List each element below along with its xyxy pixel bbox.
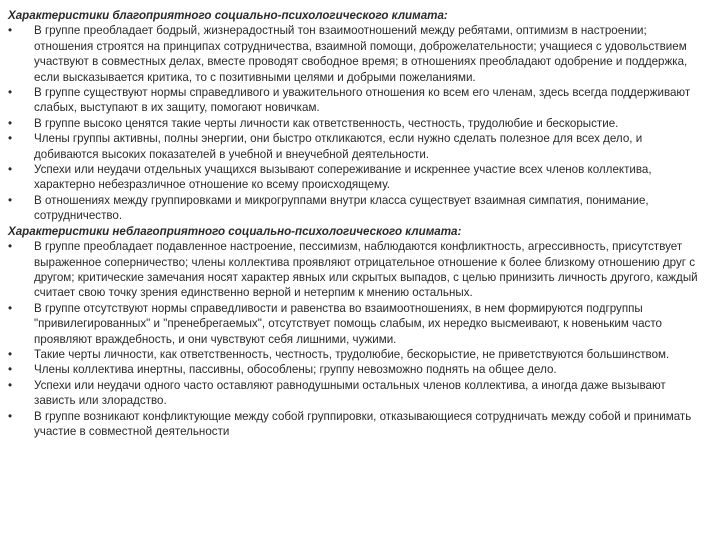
list-item-text: В группе преобладает подавленное настроение, пессимизм, наблюдаются конфликтность, агрессивность, присутствует выраженное соперничество; члены коллектива проявляют отрицательное отношение к более близкому отношению друг с другом; критические замечания носят характер явных или скрытых выпадов, с целью принизить личность другого, каждый считает свою точку зрения единственно верной и нетерпим к мнению остальных.: [34, 240, 698, 300]
list-item-text: В отношениях между группировками и микрогруппами внутри класса существует взаимная симпатия, понимание, сотрудничество.: [34, 193, 649, 223]
list-item-text: В группе преобладает бодрый, жизнерадостный тон взаимоотношений между ребятами, оптимизм в настроении; отношения строятся на принципах сотрудничества, взаимной помощи, доброжелательности; учащиеся с удовольствием участвуют в совместных делах, вместе проводят свободное время; в отношениях преобладают одобрение и поддержка, если высказывается критика, то с позитивными целями и добрыми пожеланиями.: [34, 24, 688, 84]
list-item: [8, 85, 706, 116]
list-item: [8, 23, 706, 85]
bullet-icon: •: [8, 132, 13, 146]
bullet-icon: •: [8, 163, 13, 177]
list-item: [8, 162, 706, 193]
bullet-icon: •: [8, 301, 13, 315]
unfavorable-climate-section: [8, 224, 706, 440]
list-item: [8, 409, 706, 440]
list-item-text: Члены коллектива инертны, пассивны, обособлены; группу невозможно поднять на общее дело.: [34, 363, 557, 377]
list-item-text: Члены группы активны, полны энергии, они быстро откликаются, если нужно сделать полезное для всех дело, и добиваются высоких показателей в учебной и внеучебной деятельности.: [34, 132, 643, 161]
list-item-text: Такие черты личности, как ответственность, честность, трудолюбие, бескорыстие, не приветствуются большинством.: [34, 347, 670, 361]
list-item: [8, 301, 706, 347]
bullet-icon: •: [8, 347, 13, 361]
bullet-icon: •: [8, 378, 13, 392]
bullet-icon: •: [8, 24, 13, 38]
list-item-text: В группе высоко ценятся такие черты личности как ответственность, честность, трудолюбие и бескорыстие.: [34, 116, 619, 130]
list-item: [8, 116, 706, 131]
bullet-list: [8, 23, 706, 223]
list-item: [8, 362, 706, 377]
list-item: [8, 347, 706, 362]
bullet-icon: •: [8, 193, 13, 207]
section-heading: Характеристики благоприятного социально-психологического климата:: [8, 9, 448, 22]
list-item-text: Успехи или неудачи одного часто оставляют равнодушными остальных членов коллектива, а иногда даже вызывают зависть или злорадство.: [34, 378, 666, 408]
section-heading: Характеристики неблагоприятного социально-психологического климата:: [8, 224, 462, 238]
bullet-icon: •: [8, 116, 13, 130]
list-item: [8, 131, 706, 162]
bullet-icon: •: [8, 363, 13, 377]
list-item-text: В группе отсутствуют нормы справедливости и равенства во взаимоотношениях, в нем формируются подгруппы "привилегированных" и "пренебрегаемых", отсутствует помощь слабым, их нередко высмеивают, к новеньким часто проявляют враждебность, и они чувствуют себя лишними, чужими.: [34, 301, 662, 346]
bullet-list: [8, 239, 706, 439]
list-item: [8, 193, 706, 224]
list-item: [8, 378, 706, 409]
list-item-text: В группе существуют нормы справедливого и уважительного отношения ко всем его членам, здесь всегда поддерживают слабых, выступают в их защиту, помогают новичкам.: [34, 86, 691, 115]
list-item-text: Успехи или неудачи отдельных учащихся вызывают сопереживание и искреннее участие всех членов коллектива, характерно небезразличное отношение ко всему происходящему.: [34, 163, 652, 192]
favorable-climate-section: [8, 8, 706, 224]
list-item: [8, 239, 706, 301]
bullet-icon: •: [8, 86, 13, 100]
bullet-icon: •: [8, 240, 13, 254]
list-item-text: В группе возникают конфликтующие между собой группировки, отказывающиеся сотрудничать между собой и принимать участие в совместной деятельности: [34, 409, 692, 438]
bullet-icon: •: [8, 409, 13, 423]
